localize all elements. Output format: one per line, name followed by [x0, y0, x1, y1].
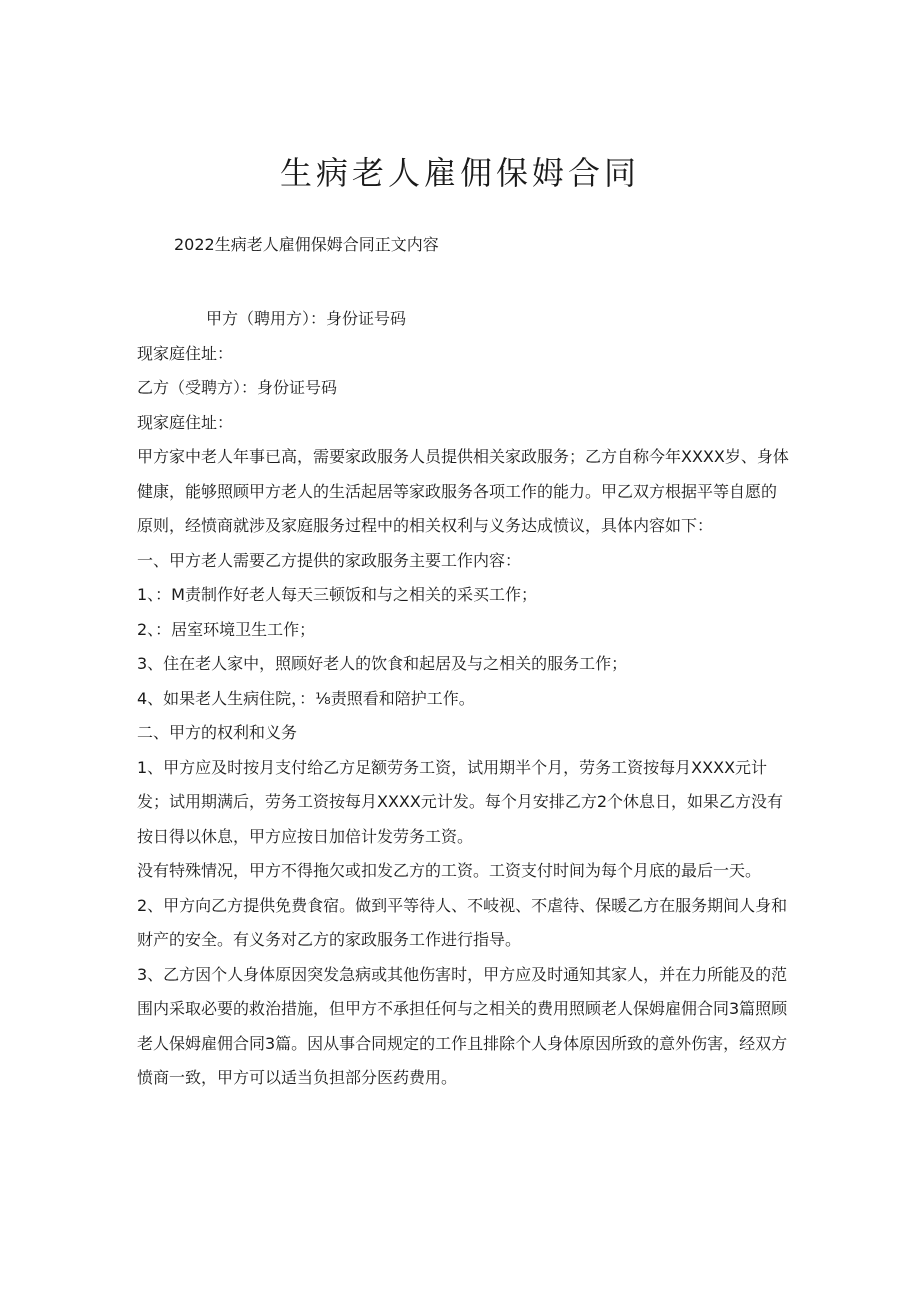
- clause-1-3: 3、住在老人家中，照顾好老人的饮食和起居及与之相关的服务工作；: [137, 654, 628, 673]
- party-b-address: 现家庭住址：: [137, 412, 234, 432]
- clause-2-2: 2、甲方向乙方提供免费食宿。做到平等待人、不岐视、不虐待、保暖乙方在服务期间人身和财产的安全。有义务对乙方的家政服务工作进行指导。: [137, 895, 788, 949]
- section-heading-2: 二、甲方的权利和义务: [137, 723, 298, 742]
- party-b-line: 乙方（受聘方）：身份证号码: [137, 378, 338, 397]
- section-heading-1: 一、甲方老人需要乙方提供的家政服务主要工作内容：: [137, 550, 522, 570]
- document-subtitle: 2022生病老人雇佣保姆合同正文内容: [174, 235, 439, 254]
- clause-2-1-note: 没有特殊情况，甲方不得拖欠或扣发乙方的工资。工资支付时间为每个月底的最后一天。: [137, 861, 762, 880]
- clause-2-3: 3、乙方因个人身体原因突发急病或其他伤害时，甲方应及时通知其家人，并在力所能及的范围内采取必要的救治措施，但甲方不承担任何与之相关的费用照顾老人保姆雇佣合同3篇照顾老人保姆雇佣合同3篇。因从事合同规定的工作且排除个人身体原因所致的意外伤害，经双方愤商一致，甲方可以适当负担部分医药费用。: [137, 964, 788, 1087]
- clause-1-2: 2、：居室环境卫生工作；: [137, 619, 316, 639]
- clause-1-1: 1、：M责制作好老人每天三顿饭和与之相关的采买工作；: [137, 585, 537, 604]
- clause-2-1: 1、甲方应及时按月支付给乙方足额劳务工资，试用期半个月，劳务工资按每月XXXX元计发；试用期满后，劳务工资按每月XXXX元计发。每个月安排乙方2个休息日，如果乙方没有按日得以休息，甲方应按日加倍计发劳务工资。: [137, 757, 784, 846]
- document-body: [137, 302, 791, 1096]
- document-title: 生病老人雇佣保姆合同: [279, 154, 640, 192]
- party-a-line: 甲方（聘用方）：身份证号码: [206, 309, 407, 328]
- preamble-paragraph: 甲方家中老人年事已高，需要家政服务人员提供相关家政服务；乙方自称今年XXXX岁、身体健康，能够照顾甲方老人的生活起居等家政服务各项工作的能力。甲乙双方根据平等自愿的原则，经愤商就涉及家庭服务过程中的相关权利与义务达成愤议，具体内容如下：: [137, 447, 789, 535]
- clause-1-4: 4、如果老人生病住院，：⅛责照看和陪护工作。: [137, 688, 475, 708]
- party-a-address: 现家庭住址：: [137, 343, 234, 363]
